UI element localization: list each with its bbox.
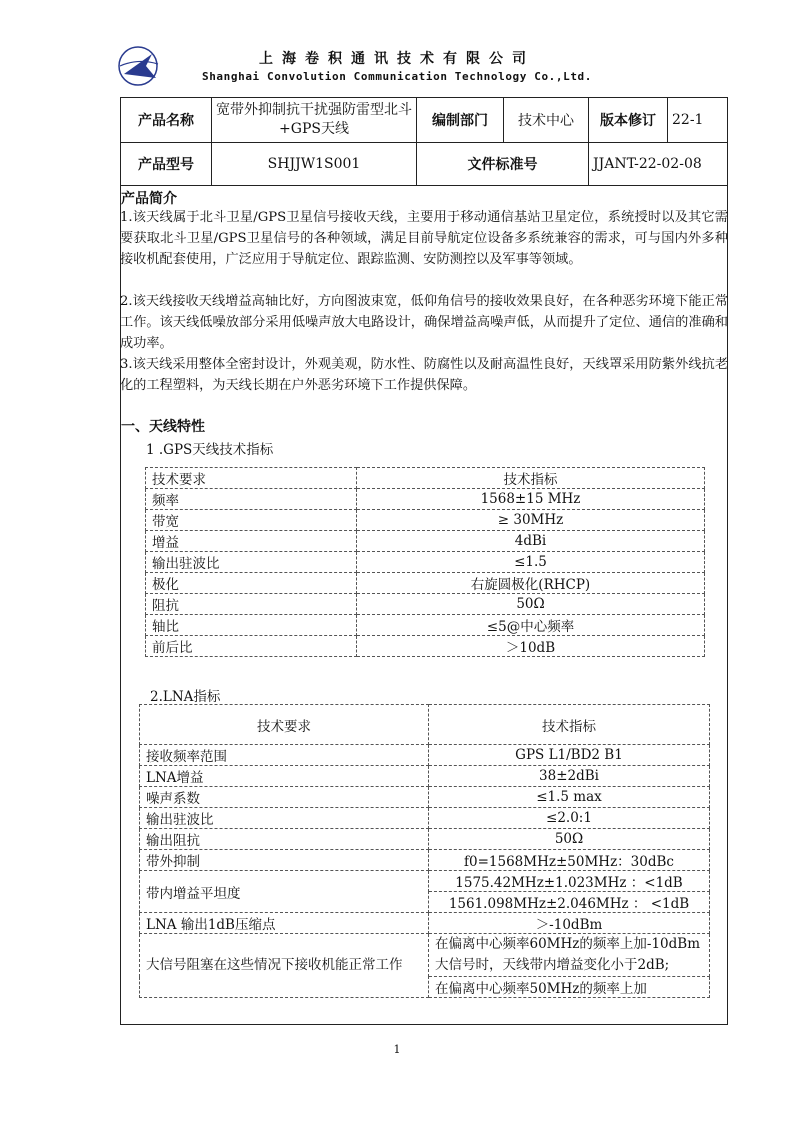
- gps-param: 阻抗: [146, 594, 357, 615]
- gps-spec-table: [145, 467, 705, 657]
- intro-paragraph-2: 2.该天线接收天线增益高轴比好，方向图波束宽，低仰角信号的接收效果良好，在各种恶劣环境下能正常工作。该天线低噪放部分采用低噪声放大电路设计，确保增益高噪声低，从而提升了定位、通信的准确和成功率。: [120, 294, 728, 351]
- gps-value: 1568±15 MHz: [357, 489, 705, 510]
- model-label: 产品型号: [121, 143, 212, 186]
- gps-param: 带宽: [146, 510, 357, 531]
- gps-value: ≤5@中心频率: [357, 615, 705, 636]
- blocking-value-1: 在偏离中心频率60MHz的频率上加-10dBm大信号时，天线带内增益变化小于2dB;: [429, 934, 710, 977]
- version-value: 22-1: [668, 98, 728, 143]
- table-row: [146, 489, 705, 510]
- lna-value: 50Ω: [429, 829, 710, 850]
- gps-value: ≥ 30MHz: [357, 510, 705, 531]
- lna-param: 带外抑制: [140, 850, 429, 871]
- page-number: 1: [393, 1043, 401, 1056]
- table-row: [140, 705, 710, 745]
- table-row: [146, 594, 705, 615]
- gps-param: 频率: [146, 489, 357, 510]
- lna-value: GPS L1/BD2 B1: [429, 745, 710, 766]
- company-name-cn: 上海卷积通讯技术有限公司: [259, 51, 535, 67]
- table-row: [140, 787, 710, 808]
- gps-param: 前后比: [146, 636, 357, 657]
- table-row: [140, 850, 710, 871]
- blocking-value-2: 在偏离中心频率50MHz的频率上加: [429, 977, 710, 998]
- lna-value: f0=1568MHz±50MHz：30dBc: [429, 850, 710, 871]
- table-row: [146, 573, 705, 594]
- flatness-value-1: 1575.42MHz±1.023MHz ：<1dB: [429, 871, 710, 892]
- dept-label: 编制部门: [417, 98, 504, 143]
- doc-number-value: JJANT-22-02-08: [589, 143, 728, 186]
- version-label: 版本修订: [589, 98, 668, 143]
- table-row: [146, 552, 705, 573]
- table-row: [140, 766, 710, 787]
- product-name-value: 宽带外抑制抗干扰强防雷型北斗+GPS天线: [212, 98, 417, 143]
- lna-param: 接收频率范围: [140, 745, 429, 766]
- lna-value: ≤2.0:1: [429, 808, 710, 829]
- flatness-value-2: 1561.098MHz±2.046MHz ： <1dB: [429, 892, 710, 913]
- gps-value: 右旋圆极化(RHCP): [357, 573, 705, 594]
- gps-value: ＞10dB: [357, 636, 705, 657]
- company-name-en: Shanghai Convolution Communication Technology Co.,Ltd.: [201, 70, 593, 83]
- table-row: [140, 934, 710, 977]
- lna-param: 输出驻波比: [140, 808, 429, 829]
- gps-param: 增益: [146, 531, 357, 552]
- gps-header-spec: 技术指标: [357, 468, 705, 489]
- flatness-label: 带内增益平坦度: [140, 871, 429, 913]
- compression-label: LNA 输出1dB压缩点: [140, 913, 429, 934]
- intro-title: 产品简介: [121, 191, 177, 207]
- intro-paragraph-3: 3.该天线采用整体全密封设计，外观美观，防水性、防腐性以及耐高温性良好，天线罩采用防紫外线抗老化的工程塑料，为天线长期在户外恶劣环境下工作提供保障。: [120, 357, 728, 393]
- section-title: 一、天线特性: [121, 419, 205, 435]
- compression-value: ＞-10dBm: [429, 913, 710, 934]
- lna-param: LNA增益: [140, 766, 429, 787]
- product-name-label: 产品名称: [121, 98, 212, 143]
- table-row: [140, 808, 710, 829]
- table-row: [140, 829, 710, 850]
- gps-param: 轴比: [146, 615, 357, 636]
- table-row: [146, 636, 705, 657]
- table-row: [140, 745, 710, 766]
- gps-spec-title: 1 .GPS天线技术指标: [146, 442, 274, 458]
- intro-paragraph-1: 1.该天线属于北斗卫星/GPS卫星信号接收天线，主要用于移动通信基站卫星定位，系统授时以及其它需要获取北斗卫星/GPS卫星信号的各种领域，满足目前导航定位设备多系统兼容的需求，可与国内外多种接收机配套使用，广泛应用于导航定位、跟踪监测、安防测控以及军事等领域。: [120, 210, 728, 267]
- gps-value: 4dBi: [357, 531, 705, 552]
- gps-param: 输出驻波比: [146, 552, 357, 573]
- dept-value: 技术中心: [504, 98, 589, 143]
- table-row: [146, 510, 705, 531]
- lna-spec-title: 2.LNA指标: [150, 689, 221, 705]
- lna-header-requirement: 技术要求: [140, 705, 429, 745]
- model-value: SHJJW1S001: [212, 143, 417, 186]
- lna-value: 38±2dBi: [429, 766, 710, 787]
- blocking-label: 大信号阻塞在这些情况下接收机能正常工作: [140, 934, 429, 998]
- lna-header-spec: 技术指标: [429, 705, 710, 745]
- lna-param: 输出阻抗: [140, 829, 429, 850]
- lna-param: 噪声系数: [140, 787, 429, 808]
- table-row: [146, 615, 705, 636]
- doc-number-label: 文件标准号: [417, 143, 589, 186]
- gps-header-requirement: 技术要求: [146, 468, 357, 489]
- gps-value: 50Ω: [357, 594, 705, 615]
- table-row: [146, 468, 705, 489]
- gps-value: ≤1.5: [357, 552, 705, 573]
- gps-param: 极化: [146, 573, 357, 594]
- lna-spec-table: [139, 704, 710, 998]
- table-row: [140, 913, 710, 934]
- table-row: [146, 531, 705, 552]
- lna-value: ≤1.5 max: [429, 787, 710, 808]
- product-info-table: [120, 97, 728, 186]
- table-row: [140, 871, 710, 892]
